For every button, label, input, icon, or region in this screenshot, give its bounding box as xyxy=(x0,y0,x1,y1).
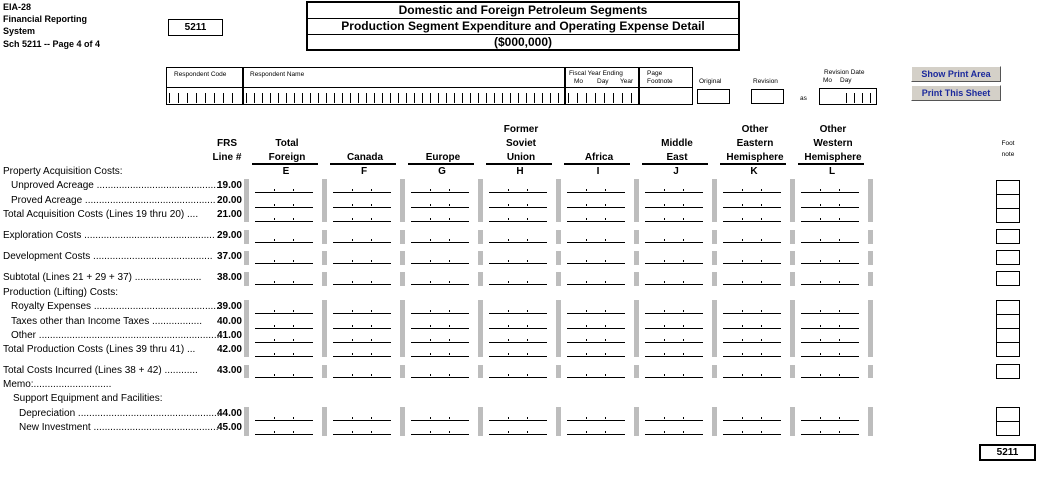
line-38: 38.00 xyxy=(216,272,242,283)
input-line-39-col-k[interactable] xyxy=(723,304,781,314)
column-j-header-line-2: Middle xyxy=(661,138,693,149)
input-line-20-col-h[interactable] xyxy=(489,198,547,208)
separator-bar xyxy=(634,300,639,357)
separator-bar xyxy=(868,251,873,265)
separator-bar xyxy=(244,300,249,357)
footnote-box-line-44[interactable] xyxy=(996,407,1020,422)
separator-bar xyxy=(400,300,405,357)
column-g-underline xyxy=(408,163,474,165)
input-line-29-col-j[interactable] xyxy=(645,233,703,243)
separator-bar xyxy=(322,300,327,357)
page-info: Sch 5211 -- Page 4 of 4 xyxy=(3,39,101,49)
input-line-39-col-e[interactable] xyxy=(255,304,313,314)
separator-bar xyxy=(244,407,249,436)
separator-bar xyxy=(322,272,327,286)
separator-bar xyxy=(556,407,561,436)
original-input[interactable] xyxy=(697,89,730,104)
separator-bar xyxy=(712,179,717,222)
footnote-box-line-43[interactable] xyxy=(996,364,1020,379)
input-line-38-col-l[interactable] xyxy=(801,275,859,285)
separator-bar xyxy=(322,407,327,436)
separator-bar xyxy=(634,407,639,436)
fiscal-year-box[interactable] xyxy=(565,67,639,105)
separator-bar xyxy=(478,272,483,286)
page-footnote-label-1: Page xyxy=(647,70,663,77)
input-line-42-col-f[interactable] xyxy=(333,347,391,357)
input-line-45-col-i[interactable] xyxy=(567,425,625,435)
input-line-21-col-h[interactable] xyxy=(489,212,547,222)
input-line-19-col-e[interactable] xyxy=(255,183,313,193)
input-line-38-col-h[interactable] xyxy=(489,275,547,285)
label-taxes: Taxes other than Income Taxes .................. xyxy=(11,316,203,327)
input-line-37-col-g[interactable] xyxy=(411,254,469,264)
fiscal-year-label: Fiscal Year Ending xyxy=(569,70,623,77)
label-total-production: Total Production Costs (Lines 39 thru 41) ... xyxy=(3,344,196,355)
input-line-42-col-i[interactable] xyxy=(567,347,625,357)
footer-schedule-number: 5211 xyxy=(979,444,1036,461)
column-l-letter: L xyxy=(828,166,836,177)
input-line-40-col-h[interactable] xyxy=(489,319,547,329)
input-line-42-col-k[interactable] xyxy=(723,347,781,357)
input-line-44-col-j[interactable] xyxy=(645,411,703,421)
input-line-20-col-l[interactable] xyxy=(801,198,859,208)
title-box xyxy=(306,1,740,51)
input-line-43-col-e[interactable] xyxy=(255,368,313,378)
line-29: 29.00 xyxy=(216,230,242,241)
separator-bar xyxy=(478,179,483,222)
input-line-19-col-l[interactable] xyxy=(801,183,859,193)
input-line-39-col-g[interactable] xyxy=(411,304,469,314)
column-e-header-line-3: Foreign xyxy=(268,152,306,163)
input-line-39-col-i[interactable] xyxy=(567,304,625,314)
input-line-45-col-k[interactable] xyxy=(723,425,781,435)
respondent-code-comb xyxy=(169,93,240,103)
input-line-39-col-j[interactable] xyxy=(645,304,703,314)
input-line-37-col-i[interactable] xyxy=(567,254,625,264)
input-line-29-col-i[interactable] xyxy=(567,233,625,243)
respondent-name-box[interactable] xyxy=(243,67,565,105)
separator-bar xyxy=(712,230,717,244)
input-line-37-col-k[interactable] xyxy=(723,254,781,264)
fiscal-year: Year xyxy=(620,78,634,85)
input-line-41-col-k[interactable] xyxy=(723,333,781,343)
input-line-42-col-l[interactable] xyxy=(801,347,859,357)
label-royalty: Royalty Expenses ............................................. xyxy=(11,301,219,312)
page-footnote-label-2: Footnote xyxy=(647,78,673,85)
input-line-41-col-j[interactable] xyxy=(645,333,703,343)
separator-bar xyxy=(478,251,483,265)
line-45: 45.00 xyxy=(216,422,242,433)
input-line-20-col-g[interactable] xyxy=(411,198,469,208)
separator-bar xyxy=(868,407,873,436)
separator-bar xyxy=(790,230,795,244)
separator-bar xyxy=(634,251,639,265)
input-line-42-col-j[interactable] xyxy=(645,347,703,357)
separator-bar xyxy=(868,230,873,244)
separator-bar xyxy=(322,365,327,378)
input-line-38-col-k[interactable] xyxy=(723,275,781,285)
footnote-box-line-19[interactable] xyxy=(996,180,1020,195)
respondent-name-label: Respondent Name xyxy=(250,71,305,78)
input-line-41-col-l[interactable] xyxy=(801,333,859,343)
input-line-38-col-g[interactable] xyxy=(411,275,469,285)
column-k-underline xyxy=(720,163,786,165)
column-l-underline xyxy=(798,163,864,165)
input-line-19-col-k[interactable] xyxy=(723,183,781,193)
input-line-40-col-e[interactable] xyxy=(255,319,313,329)
input-line-29-col-h[interactable] xyxy=(489,233,547,243)
separator-bar xyxy=(400,179,405,222)
input-line-20-col-i[interactable] xyxy=(567,198,625,208)
line-37: 37.00 xyxy=(216,251,242,262)
separator-bar xyxy=(790,407,795,436)
line-44: 44.00 xyxy=(216,408,242,419)
input-line-37-col-j[interactable] xyxy=(645,254,703,264)
label-production-costs: Production (Lifting) Costs: xyxy=(3,287,119,298)
input-line-37-col-l[interactable] xyxy=(801,254,859,264)
separator-bar xyxy=(634,179,639,222)
column-f-underline xyxy=(330,163,396,165)
as-label: as xyxy=(800,95,807,102)
label-new-investment: New Investment ............................................. xyxy=(19,422,219,433)
input-line-19-col-h[interactable] xyxy=(489,183,547,193)
revision-input[interactable] xyxy=(751,89,784,104)
input-line-45-col-f[interactable] xyxy=(333,425,391,435)
input-line-42-col-g[interactable] xyxy=(411,347,469,357)
line-40: 40.00 xyxy=(216,316,242,327)
input-line-19-col-g[interactable] xyxy=(411,183,469,193)
separator-bar xyxy=(244,230,249,244)
footnote-box-line-39[interactable] xyxy=(996,300,1020,315)
separator-bar xyxy=(712,407,717,436)
label-memo: Memo:............................ xyxy=(3,379,112,390)
input-line-29-col-e[interactable] xyxy=(255,233,313,243)
separator-bar xyxy=(868,179,873,222)
schedule-number: 5211 xyxy=(168,19,223,36)
line-19: 19.00 xyxy=(216,180,242,191)
column-k-header-line-1: Other xyxy=(741,124,769,135)
column-k-header-line-2: Eastern xyxy=(736,138,774,149)
system-label-2: System xyxy=(3,26,36,36)
title-line-2: Production Segment Expenditure and Operating Expense Detail xyxy=(308,19,738,35)
separator-bar xyxy=(634,230,639,244)
input-line-40-col-f[interactable] xyxy=(333,319,391,329)
input-line-43-col-j[interactable] xyxy=(645,368,703,378)
input-line-43-col-g[interactable] xyxy=(411,368,469,378)
footnote-header-1: Foot xyxy=(1001,140,1015,147)
separator-bar xyxy=(790,251,795,265)
input-line-43-col-h[interactable] xyxy=(489,368,547,378)
label-total-acquisition: Total Acquisition Costs (Lines 19 thru 20) .... xyxy=(3,209,199,220)
title-line-1: Domestic and Foreign Petroleum Segments xyxy=(308,3,738,19)
separator-bar xyxy=(478,230,483,244)
input-line-29-col-g[interactable] xyxy=(411,233,469,243)
column-k-letter: K xyxy=(750,166,758,177)
input-line-21-col-f[interactable] xyxy=(333,212,391,222)
input-line-45-col-h[interactable] xyxy=(489,425,547,435)
input-line-38-col-e[interactable] xyxy=(255,275,313,285)
input-line-20-col-j[interactable] xyxy=(645,198,703,208)
column-l-header-line-3: Hemisphere xyxy=(804,152,862,163)
column-h-letter: H xyxy=(516,166,524,177)
separator-bar xyxy=(868,300,873,357)
input-line-43-col-l[interactable] xyxy=(801,368,859,378)
separator-bar xyxy=(634,365,639,378)
input-line-40-col-i[interactable] xyxy=(567,319,625,329)
column-k-header-line-3: Hemisphere xyxy=(726,152,784,163)
print-this-sheet-button[interactable]: Print This Sheet xyxy=(911,85,1001,101)
label-exploration: Exploration Costs ............................................... xyxy=(3,230,215,241)
separator-bar xyxy=(400,407,405,436)
column-j-letter: J xyxy=(673,166,679,177)
input-line-19-col-j[interactable] xyxy=(645,183,703,193)
label-subtotal: Subtotal (Lines 21 + 29 + 37) ........................ xyxy=(3,272,202,283)
line-43: 43.00 xyxy=(216,365,242,376)
input-line-21-col-g[interactable] xyxy=(411,212,469,222)
separator-bar xyxy=(790,272,795,286)
column-g-header-line-3: Europe xyxy=(425,152,461,163)
input-line-19-col-f[interactable] xyxy=(333,183,391,193)
system-label-1: Financial Reporting xyxy=(3,14,88,24)
footnote-box-line-29[interactable] xyxy=(996,229,1020,244)
separator-bar xyxy=(712,300,717,357)
footnote-box-line-41[interactable] xyxy=(996,328,1020,343)
footnote-box-line-21[interactable] xyxy=(996,208,1020,223)
separator-bar xyxy=(790,300,795,357)
fiscal-day: Day xyxy=(597,78,609,85)
separator-bar xyxy=(790,365,795,378)
line-20: 20.00 xyxy=(216,195,242,206)
column-h-header-line-3: Union xyxy=(506,152,536,163)
input-line-38-col-j[interactable] xyxy=(645,275,703,285)
input-line-40-col-j[interactable] xyxy=(645,319,703,329)
input-line-20-col-f[interactable] xyxy=(333,198,391,208)
frs-header-1: FRS xyxy=(217,138,237,149)
input-line-39-col-h[interactable] xyxy=(489,304,547,314)
input-line-20-col-e[interactable] xyxy=(255,198,313,208)
input-line-41-col-e[interactable] xyxy=(255,333,313,343)
separator-bar xyxy=(556,179,561,222)
input-line-29-col-f[interactable] xyxy=(333,233,391,243)
separator-bar xyxy=(478,300,483,357)
line-41: 41.00 xyxy=(216,330,242,341)
column-e-underline xyxy=(252,163,318,165)
separator-bar xyxy=(322,251,327,265)
column-h-header-line-1: Former xyxy=(503,124,539,135)
separator-bar xyxy=(790,179,795,222)
input-line-41-col-i[interactable] xyxy=(567,333,625,343)
separator-bar xyxy=(400,272,405,286)
separator-bar xyxy=(712,365,717,378)
revision-date-day: Day xyxy=(840,77,852,84)
input-line-21-col-l[interactable] xyxy=(801,212,859,222)
input-line-44-col-i[interactable] xyxy=(567,411,625,421)
label-property-acquisition: Property Acquisition Costs: xyxy=(3,166,123,177)
input-line-41-col-g[interactable] xyxy=(411,333,469,343)
respondent-name-comb xyxy=(246,93,562,103)
column-l-header-line-1: Other xyxy=(819,124,847,135)
input-line-45-col-j[interactable] xyxy=(645,425,703,435)
separator-bar xyxy=(322,179,327,222)
column-j-underline xyxy=(642,163,708,165)
separator-bar xyxy=(478,365,483,378)
input-line-39-col-l[interactable] xyxy=(801,304,859,314)
column-g-letter: G xyxy=(438,166,446,177)
input-line-43-col-f[interactable] xyxy=(333,368,391,378)
input-line-43-col-k[interactable] xyxy=(723,368,781,378)
label-support-equipment: Support Equipment and Facilities: xyxy=(13,393,163,404)
footnote-box-line-38[interactable] xyxy=(996,271,1020,286)
input-line-44-col-g[interactable] xyxy=(411,411,469,421)
separator-bar xyxy=(556,300,561,357)
column-i-header-line-3: Africa xyxy=(584,152,614,163)
separator-bar xyxy=(556,365,561,378)
separator-bar xyxy=(244,251,249,265)
revision-date-mo: Mo xyxy=(823,77,833,84)
footnote-box-line-42[interactable] xyxy=(996,342,1020,357)
show-print-area-button[interactable]: Show Print Area xyxy=(911,66,1001,82)
input-line-21-col-e[interactable] xyxy=(255,212,313,222)
input-line-39-col-f[interactable] xyxy=(333,304,391,314)
input-line-21-col-k[interactable] xyxy=(723,212,781,222)
respondent-code-label: Respondent Code xyxy=(174,71,227,78)
revision-date-input[interactable] xyxy=(819,88,877,105)
respondent-code-box[interactable] xyxy=(166,67,243,105)
separator-bar xyxy=(400,365,405,378)
input-line-41-col-f[interactable] xyxy=(333,333,391,343)
input-line-44-col-f[interactable] xyxy=(333,411,391,421)
input-line-29-col-l[interactable] xyxy=(801,233,859,243)
label-proved-acreage: Proved Acreage ............................................... xyxy=(11,195,216,206)
input-line-41-col-h[interactable] xyxy=(489,333,547,343)
frs-header-2: Line # xyxy=(212,152,242,163)
column-f-header-line-3: Canada xyxy=(346,152,384,163)
label-depreciation: Depreciation ................................................... xyxy=(19,408,220,419)
original-label: Original xyxy=(699,78,722,85)
separator-bar xyxy=(244,365,249,378)
label-unproved-acreage: Unproved Acreage ............................................ xyxy=(11,180,219,191)
line-21: 21.00 xyxy=(216,209,242,220)
column-h-header-line-2: Soviet xyxy=(505,138,536,149)
separator-bar xyxy=(322,230,327,244)
input-line-45-col-l[interactable] xyxy=(801,425,859,435)
separator-bar xyxy=(244,179,249,222)
column-e-header-line-2: Total xyxy=(275,138,299,149)
page-footnote-box[interactable] xyxy=(639,67,693,105)
input-line-44-col-k[interactable] xyxy=(723,411,781,421)
footnote-header-2: note xyxy=(1001,151,1015,158)
label-other: Other .................................................................. xyxy=(11,330,223,341)
input-line-21-col-j[interactable] xyxy=(645,212,703,222)
fiscal-mo: Mo xyxy=(574,78,584,85)
input-line-43-col-i[interactable] xyxy=(567,368,625,378)
separator-bar xyxy=(556,230,561,244)
input-line-38-col-i[interactable] xyxy=(567,275,625,285)
footnote-box-line-45[interactable] xyxy=(996,421,1020,436)
input-line-37-col-f[interactable] xyxy=(333,254,391,264)
column-e-letter: E xyxy=(282,166,290,177)
line-39: 39.00 xyxy=(216,301,242,312)
title-line-3: ($000,000) xyxy=(493,35,553,49)
separator-bar xyxy=(400,230,405,244)
input-line-45-col-e[interactable] xyxy=(255,425,313,435)
input-line-45-col-g[interactable] xyxy=(411,425,469,435)
footnote-box-line-20[interactable] xyxy=(996,194,1020,209)
separator-bar xyxy=(400,251,405,265)
fiscal-year-comb xyxy=(568,93,636,103)
column-l-header-line-2: Western xyxy=(813,138,853,149)
line-42: 42.00 xyxy=(216,344,242,355)
separator-bar xyxy=(244,272,249,286)
input-line-44-col-l[interactable] xyxy=(801,411,859,421)
input-line-37-col-e[interactable] xyxy=(255,254,313,264)
form-id: EIA-28 xyxy=(3,2,32,12)
input-line-21-col-i[interactable] xyxy=(567,212,625,222)
footnote-box-line-40[interactable] xyxy=(996,314,1020,329)
input-line-44-col-e[interactable] xyxy=(255,411,313,421)
separator-bar xyxy=(556,251,561,265)
revision-label: Revision xyxy=(753,78,778,85)
input-line-42-col-h[interactable] xyxy=(489,347,547,357)
input-line-37-col-h[interactable] xyxy=(489,254,547,264)
column-i-letter: I xyxy=(596,166,600,177)
separator-bar xyxy=(712,272,717,286)
separator-bar xyxy=(868,272,873,286)
input-line-42-col-e[interactable] xyxy=(255,347,313,357)
column-f-letter: F xyxy=(360,166,368,177)
input-line-40-col-l[interactable] xyxy=(801,319,859,329)
separator-bar xyxy=(556,272,561,286)
input-line-44-col-h[interactable] xyxy=(489,411,547,421)
input-line-38-col-f[interactable] xyxy=(333,275,391,285)
column-i-underline xyxy=(564,163,630,165)
separator-bar xyxy=(634,272,639,286)
label-development: Development Costs ........................................... xyxy=(3,251,213,262)
footnote-box-line-37[interactable] xyxy=(996,250,1020,265)
input-line-29-col-k[interactable] xyxy=(723,233,781,243)
separator-bar xyxy=(712,251,717,265)
input-line-20-col-k[interactable] xyxy=(723,198,781,208)
input-line-40-col-k[interactable] xyxy=(723,319,781,329)
label-total-costs-incurred: Total Costs Incurred (Lines 38 + 42) ............ xyxy=(3,365,198,376)
separator-bar xyxy=(868,365,873,378)
revision-date-label: Revision Date xyxy=(824,69,865,76)
column-h-underline xyxy=(486,163,552,165)
column-j-header-line-3: East xyxy=(666,152,688,163)
input-line-40-col-g[interactable] xyxy=(411,319,469,329)
separator-bar xyxy=(478,407,483,436)
input-line-19-col-i[interactable] xyxy=(567,183,625,193)
